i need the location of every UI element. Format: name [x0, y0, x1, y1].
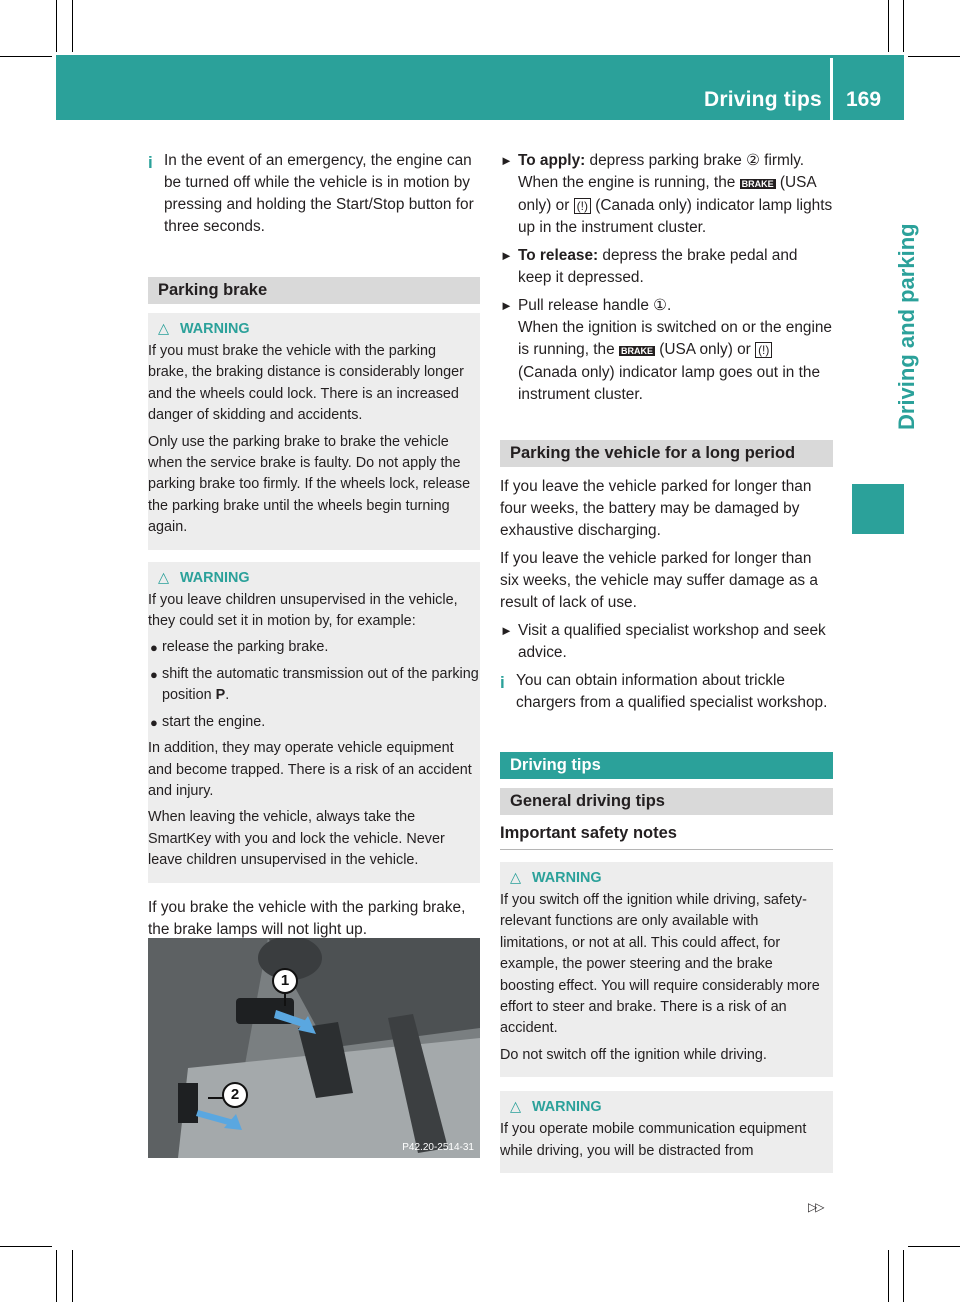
crop-mark [72, 1250, 73, 1302]
crop-mark [888, 0, 889, 52]
bullet-icon: ● [150, 666, 158, 682]
step-text: (USA only) or [654, 341, 756, 358]
crop-mark [903, 1250, 904, 1302]
info-note-text: You can obtain information about trickle chargers from a qualified specialist workshop. [516, 672, 828, 711]
driving-tips-heading: Driving tips [500, 752, 833, 779]
step-text: (USA only) or [518, 174, 816, 214]
info-icon: i [148, 153, 153, 172]
warning-triangle-icon: △ [510, 1099, 522, 1116]
list-item-text: . [225, 687, 230, 704]
brake-lamps-note: If you brake the vehicle with the parking brake, the brake lamps will not light up. [148, 898, 466, 938]
crop-mark [908, 56, 960, 57]
warning-title: WARNING [180, 569, 250, 586]
step-label: To apply: [518, 152, 586, 169]
step-arrow-icon: ► [500, 298, 513, 313]
step-arrow-icon: ► [500, 153, 513, 168]
step-text: (Canada only) indicator lamp goes out in the instrument cluster. [518, 364, 821, 403]
crop-mark [56, 0, 57, 52]
callout-2: 2 [222, 1082, 248, 1108]
header-divider [830, 58, 833, 120]
warning-header [148, 319, 480, 339]
warning-text: In addition, they may operate vehicle equipment and become trapped. There is a risk of an accident and injury. [148, 740, 472, 799]
chapter-tab-label: Driving and parking [894, 223, 919, 430]
crop-mark [903, 0, 904, 52]
bullet-icon: ● [150, 714, 158, 730]
crop-mark [908, 1246, 960, 1247]
brake-warning-icon: BRAKE [741, 179, 774, 189]
info-note [148, 150, 480, 238]
page-number: 169 [846, 88, 882, 111]
general-driving-tips-heading: General driving tips [500, 788, 833, 815]
warning-text: Do not switch off the ignition while driving. [500, 1046, 767, 1063]
warning-triangle-icon: △ [158, 569, 170, 586]
step-text: When the ignition is switched on or the engine is running, the [518, 319, 832, 358]
long-period-heading: Parking the vehicle for a long period [500, 440, 833, 467]
brake-warning-icon: BRAKE [620, 346, 653, 356]
left-column [148, 150, 480, 947]
step-text: Visit a qualified specialist workshop and seek advice. [518, 622, 826, 661]
info-note [500, 670, 833, 714]
parking-brake-figure [148, 938, 480, 1158]
continue-arrows-icon: ▷▷ [808, 1200, 823, 1214]
brake-canada-icon: (!) [755, 342, 772, 358]
step-arrow-icon: ► [500, 623, 513, 638]
step-text: depress the brake pedal and keep it depressed. [518, 247, 798, 286]
step-text: depress parking brake ② firmly. When the engine is running, the [518, 152, 805, 191]
warning-text: If you leave children unsupervised in the vehicle, they could set it in motion by, for example: [148, 591, 458, 630]
list-item [148, 637, 480, 658]
long-period-step [500, 620, 833, 664]
crop-mark [0, 56, 52, 57]
crop-mark [888, 1250, 889, 1302]
info-icon: i [500, 673, 505, 692]
step-apply [500, 150, 833, 239]
list-item-text: shift the automatic transmission out of the parking position [162, 665, 479, 704]
step-text: Pull release handle ①. [518, 297, 672, 314]
warning-header [148, 568, 480, 588]
step-release [500, 245, 833, 289]
warning-triangle-icon: △ [510, 870, 522, 886]
list-item-bold: P [215, 687, 226, 704]
warning-text: If you switch off the ignition while driving, safety-relevant functions are only available with limitations, or not at all. This could affect, for example, the power steering and the brake boosting effect. You will require considerably more effort to steer and brake. There is a risk of an accident. [500, 892, 820, 1037]
crop-mark [72, 0, 73, 52]
long-period-paragraph: If you leave the vehicle parked for longer than six weeks, the vehicle may suffer damage as a result of lack of use. [500, 550, 818, 611]
list-item-text: start the engine. [162, 713, 266, 730]
list-item [148, 664, 480, 707]
warning-header [500, 1097, 833, 1117]
chapter-tab-marker [852, 484, 904, 534]
warning-text: Only use the parking brake to brake the vehicle when the service brake is faulty. Do not apply the parking brake too firmly. If the wheels lock, release the parking brake until the wheels begin turning again. [148, 433, 471, 536]
warning-triangle-icon: △ [158, 321, 170, 337]
right-column [500, 150, 833, 1173]
list-item-text: release the parking brake. [162, 639, 329, 656]
long-period-paragraph: If you leave the vehicle parked for longer than four weeks, the battery may be damaged by exhaustive discharging. [500, 478, 812, 539]
brake-canada-icon: (!) [574, 198, 591, 214]
warning-header [500, 868, 833, 888]
crop-mark [0, 1246, 52, 1247]
info-note-text: In the event of an emergency, the engine can be turned off while the vehicle is in motion by pressing and holding the Start/Stop button for three seconds. [164, 152, 474, 235]
warning-box [148, 313, 480, 550]
figure-label: P42.20-2514-31 [402, 1142, 474, 1153]
step-arrow-icon: ► [500, 248, 513, 263]
step-pull [500, 295, 833, 406]
warning-box [500, 862, 833, 1077]
section-title: Driving tips [704, 88, 822, 111]
warning-text: If you operate mobile communication equipment while driving, you will be distracted from [500, 1121, 807, 1159]
warning-box [148, 562, 480, 883]
bullet-icon: ● [150, 640, 158, 656]
warning-title: WARNING [532, 1099, 602, 1116]
crop-mark [56, 1250, 57, 1302]
step-text: (Canada only) indicator lamp lights up in the instrument cluster. [518, 197, 833, 236]
warning-title: WARNING [532, 870, 602, 886]
list-item [148, 712, 480, 733]
step-label: To release: [518, 247, 599, 264]
important-safety-heading: Important safety notes [500, 824, 833, 850]
warning-text: If you must brake the vehicle with the parking brake, the braking distance is considerably longer and the wheels could lock. There is an increased danger of skidding and accidents. [148, 343, 464, 424]
warning-box [500, 1091, 833, 1173]
warning-text: When leaving the vehicle, always take the SmartKey with you and lock the vehicle. Never leave children unsupervised in the vehicle. [148, 809, 445, 869]
warning-title: WARNING [180, 321, 250, 337]
callout-1: 1 [272, 968, 298, 994]
parking-brake-illustration [148, 938, 480, 1158]
parking-brake-heading: Parking brake [148, 277, 480, 304]
